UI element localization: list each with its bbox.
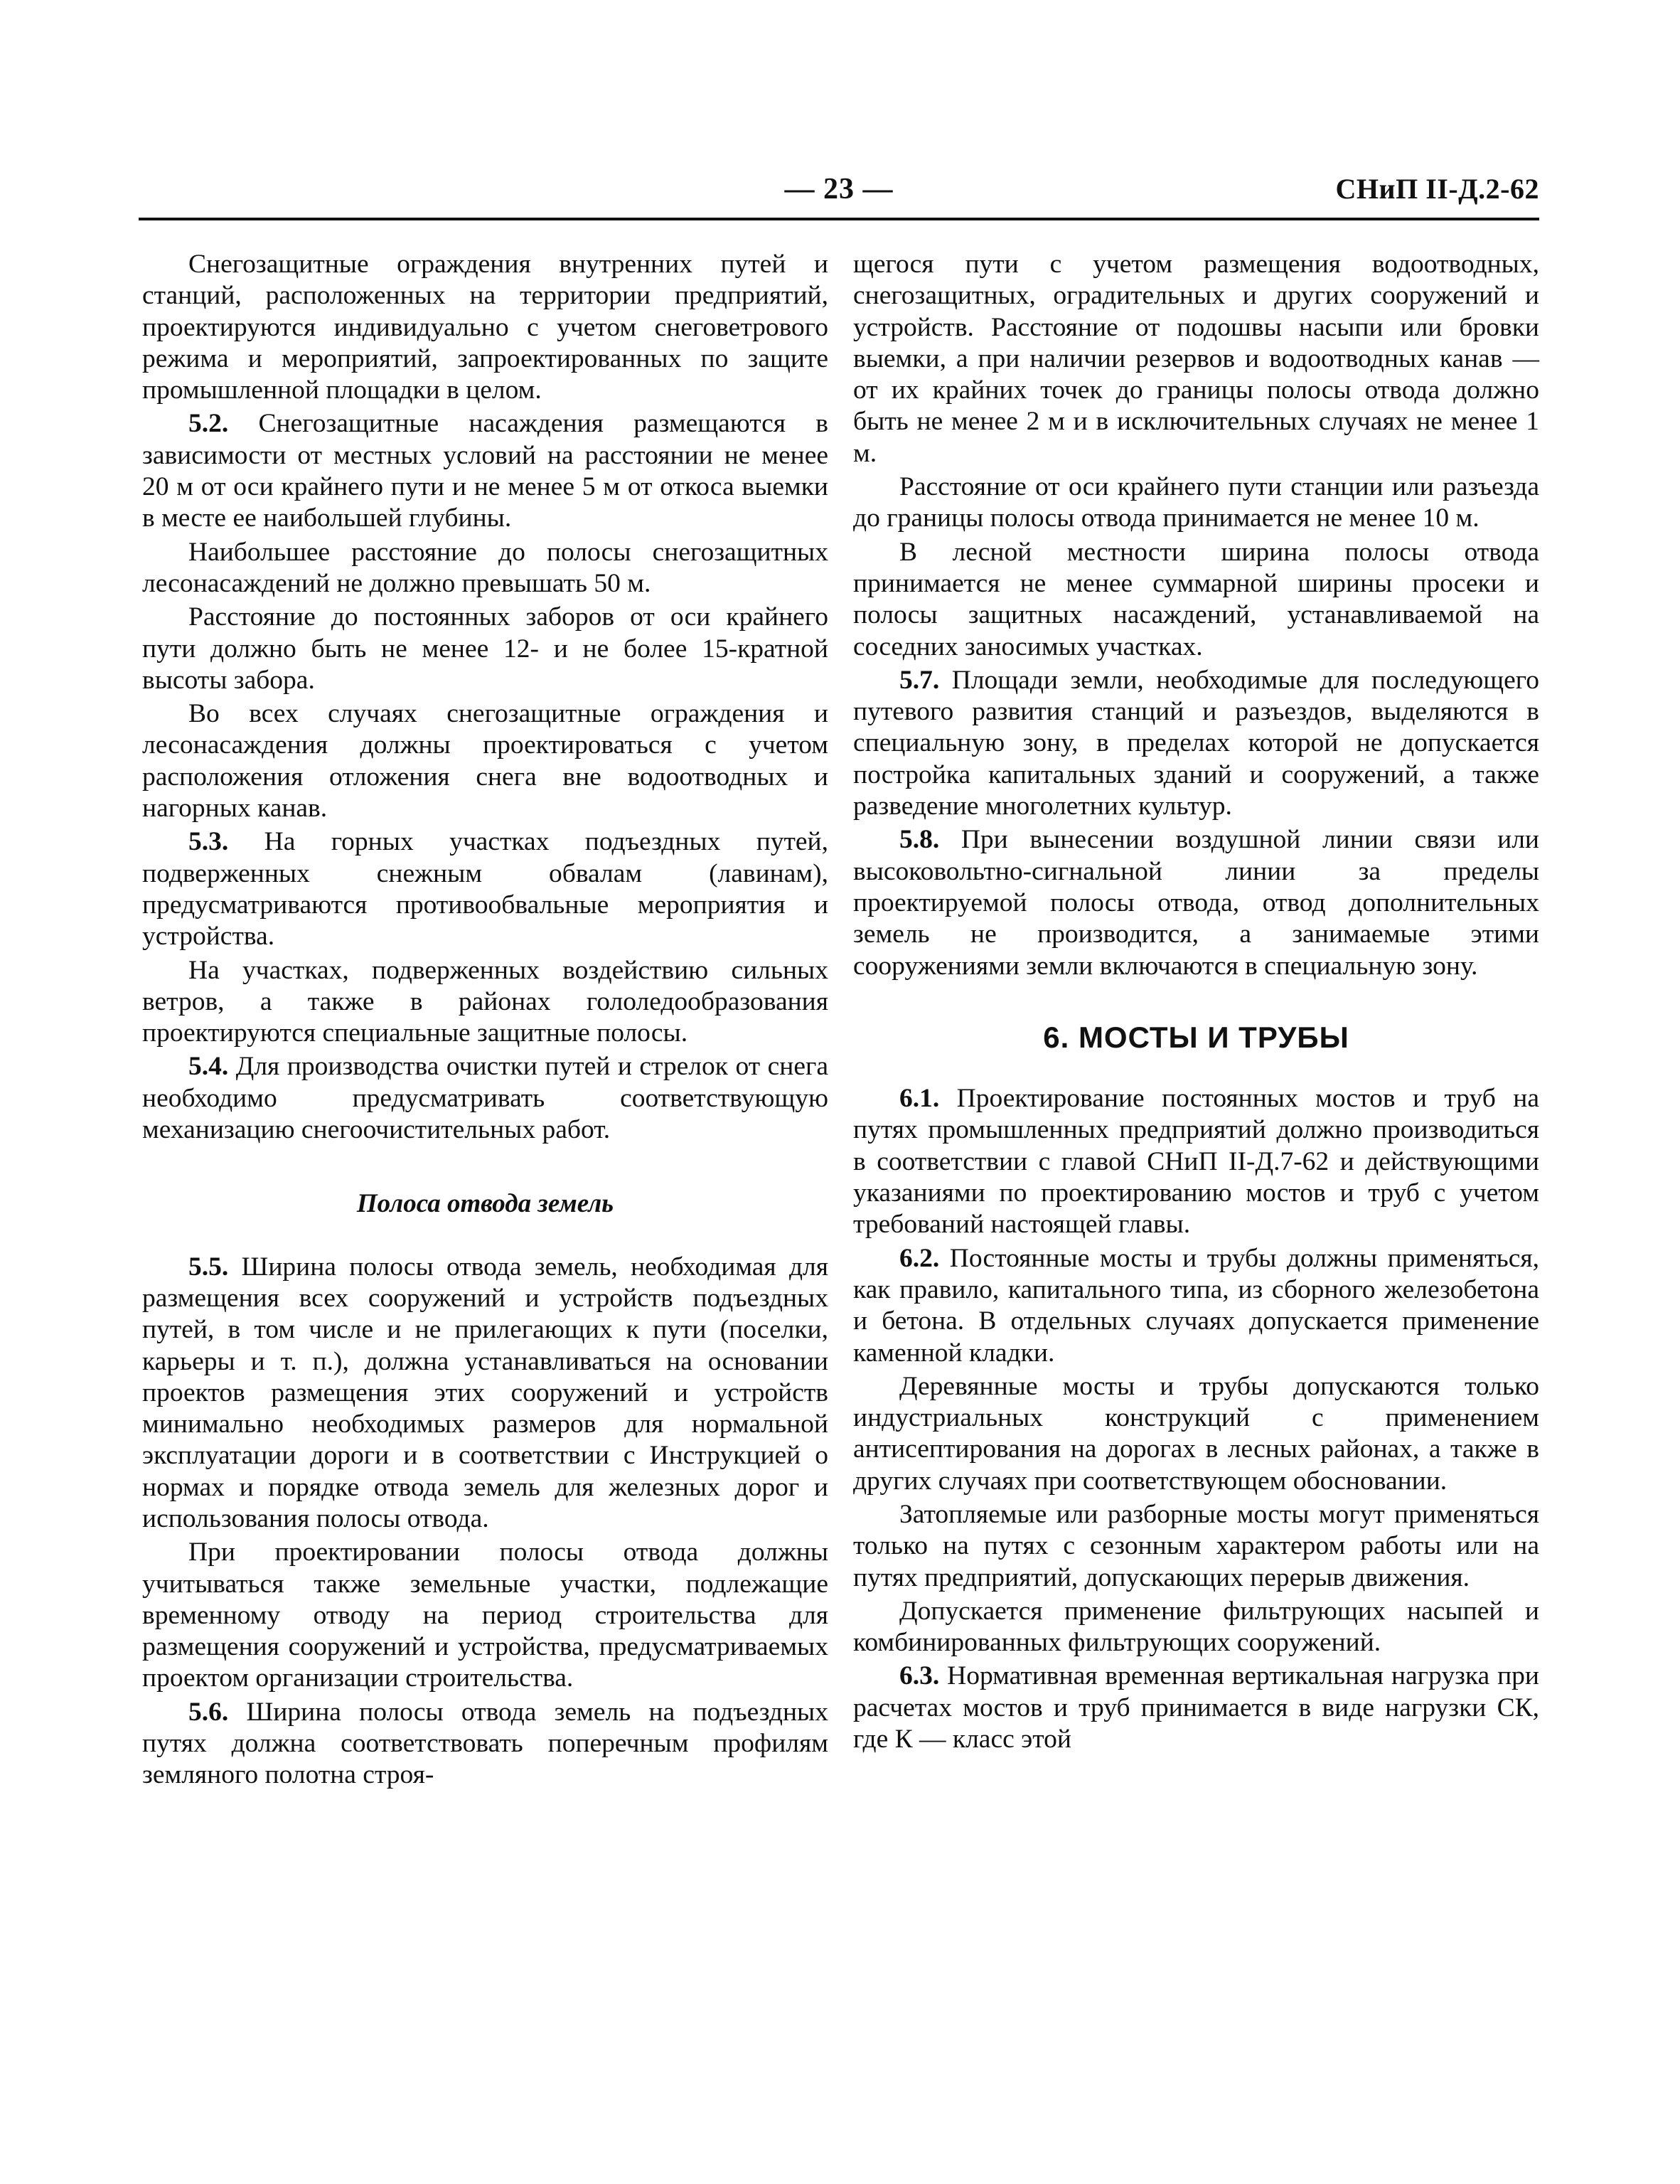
clause-number: 5.6.	[188, 1697, 229, 1727]
paragraph-text: На участках, подверженных воздействию сильных ветров, а также в районах гололедообразования проектируются специальные защитные полосы.	[142, 955, 828, 1048]
paragraph-text: щегося пути с учетом размещения водоотводных, снегозащитных, оградительных и других сооружений и устройств. Расстояние от подошвы насыпи или бровки выемки, а при наличии резервов и водоотводных канав — от их крайних точек до границы полосы отвода должно быть не менее 2 м и в исключительных случаях не менее 1 м.	[853, 250, 1539, 468]
paragraph-text: Расстояние до постоянных заборов от оси крайнего пути должно быть не менее 12- и не более 15-кратной высоты забора.	[142, 602, 828, 695]
paragraph-text: Постоянные мосты и трубы должны применяться, как правило, капитального типа, из сборного железобетона и бетона. В отдельных случаях допускается применение каменной кладки.	[853, 1243, 1539, 1368]
paragraph-text: В лесной местности ширина полосы отвода принимается не менее суммарной ширины просеки и полосы защитных насаждений, устанавливаемой на соседних заносимых участках.	[853, 537, 1539, 661]
paragraph	[853, 472, 1539, 535]
clause-number: 6.2.	[899, 1243, 940, 1273]
clause-6-3	[853, 1661, 1539, 1755]
clause-5-7	[853, 665, 1539, 822]
section-title: 6. МОСТЫ И ТРУБЫ	[1043, 1020, 1349, 1054]
paragraph-text: Нормативная временная вертикальная нагрузка при расчетах мостов и труб принимается в виде нагрузки СК, где К — класс этой	[853, 1661, 1539, 1754]
paragraph-continuation	[853, 249, 1539, 469]
document-code: СНиП II-Д.2-62	[1335, 173, 1539, 205]
paragraph-text: Затопляемые или разборные мосты могут применяться только на путях с сезонным характером работы или на путях предприятий, допускающих перерыв движения.	[853, 1499, 1539, 1592]
paragraph	[142, 537, 828, 600]
clause-number: 5.8.	[899, 825, 940, 855]
paragraph-text: Наибольшее расстояние до полосы снегозащитных лесонасаждений не должно превышать 50 м.	[142, 537, 828, 598]
paragraph-text: Во всех случаях снегозащитные ограждения и лесонасаждения должны проектироваться с учетом расположения отложения снега вне водоотводных и нагорных канав.	[142, 699, 828, 824]
paragraph-text: Для производства очистки путей и стрелок от снега необходимо предусматривать соответствующую механизацию снегоочистительных работ.	[142, 1052, 828, 1145]
paragraph-text: Проектирование постоянных мостов и труб на путях промышленных предприятий должно производиться в соответствии с главой СНиП II-Д.7-62 и действующими указаниями по проектированию мостов и труб с учетом требований настоящей главы.	[853, 1084, 1539, 1240]
paragraph-text: При вынесении воздушной линии связи или высоковольтно-сигнальной линии за пределы проектируемой полосы отвода, отвод дополнительных земель не производится, а занимаемые этими сооружениями земли включаются в специальную зону.	[853, 825, 1539, 981]
clause-6-1	[853, 1083, 1539, 1240]
clause-number: 5.3.	[188, 827, 229, 857]
clause-6-2	[853, 1243, 1539, 1369]
clause-number: 5.4.	[188, 1052, 229, 1082]
paragraph-text: При проектировании полосы отвода должны учитываться также земельные участки, подлежащие временному отводу на период строительства для размещения сооружений и устройства, предусматриваемых проектом организации строительства.	[142, 1538, 828, 1693]
paragraph	[853, 1596, 1539, 1659]
paragraph	[142, 249, 828, 406]
page-number: — 23 —	[784, 173, 894, 206]
clause-5-2	[142, 408, 828, 534]
paragraph	[853, 1371, 1539, 1497]
paragraph	[853, 537, 1539, 663]
clause-number: 6.3.	[899, 1661, 940, 1691]
paragraph-text: Расстояние от оси крайнего пути станции или разъезда до границы полосы отвода принимается не менее 10 м.	[853, 472, 1539, 533]
clause-5-5	[142, 1252, 828, 1535]
paragraph-text: Площади земли, необходимые для последующего путевого развития станций и разъездов, выделяются в специальную зону, в пределах которой не допускается постройка капитальных зданий и сооружений, а также разведение многолетних культур.	[853, 665, 1539, 821]
paragraph	[142, 698, 828, 824]
clause-number: 5.7.	[899, 665, 940, 695]
paragraph-text: На горных участках подъездных путей, подверженных снежным обвалам (лавинам), предусматриваются противообвальные мероприятия и устройства.	[142, 827, 828, 952]
header-rule	[139, 218, 1539, 220]
clause-5-3	[142, 826, 828, 952]
paragraph	[142, 955, 828, 1050]
paragraph-text: Снегозащитные ограждения внутренних путей и станций, расположенных на территории предприятий, проектируются индивидуально с учетом снеговетрового режима и мероприятий, запроектированных по защите промышленной площадки в целом.	[142, 250, 828, 405]
page-header	[139, 168, 1539, 212]
clause-5-8	[853, 824, 1539, 981]
clause-number: 6.1.	[899, 1084, 940, 1114]
left-column	[142, 249, 828, 1794]
clause-number: 5.2.	[188, 409, 229, 439]
paragraph-text: Допускается применение фильтрующих насыпей и комбинированных фильтрующих сооружений.	[853, 1596, 1539, 1658]
paragraph	[142, 602, 828, 696]
clause-5-6	[142, 1697, 828, 1791]
paragraph-text: Снегозащитные насаждения размещаются в зависимости от местных условий на расстоянии не менее 20 м от оси крайнего пути и не менее 5 м от откоса выемки в месте ее наибольшей глубины.	[142, 409, 828, 533]
right-column	[853, 249, 1539, 1757]
paragraph	[853, 1499, 1539, 1594]
paragraph-text: Ширина полосы отвода земель на подъездных путях должна соответствовать поперечным профилям земляного полотна строя-	[142, 1697, 828, 1790]
paragraph-text: Деревянные мосты и трубы допускаются только индустриальных конструкций с применением антисептирования на дорогах в лесных районах, а также в других случаях при соответствующем обосновании.	[853, 1371, 1539, 1496]
paragraph-text: Ширина полосы отвода земель, необходимая для размещения всех сооружений и устройств подъездных путей, в том числе и не прилегающих к пути (поселки, карьеры и т. п.), должна устанавливаться на основании проектов размещения этих сооружений и устройств минимально необходимых размеров для нормальной эксплуатации дороги и в соответствии с Инструкцией о нормах и порядке отвода земель для железных дорог и использования полосы отвода.	[142, 1252, 828, 1533]
paragraph	[142, 1537, 828, 1694]
clause-number: 5.5.	[188, 1252, 229, 1282]
clause-5-4	[142, 1051, 828, 1146]
subsection-title: Полоса отвода земель	[356, 1189, 614, 1219]
